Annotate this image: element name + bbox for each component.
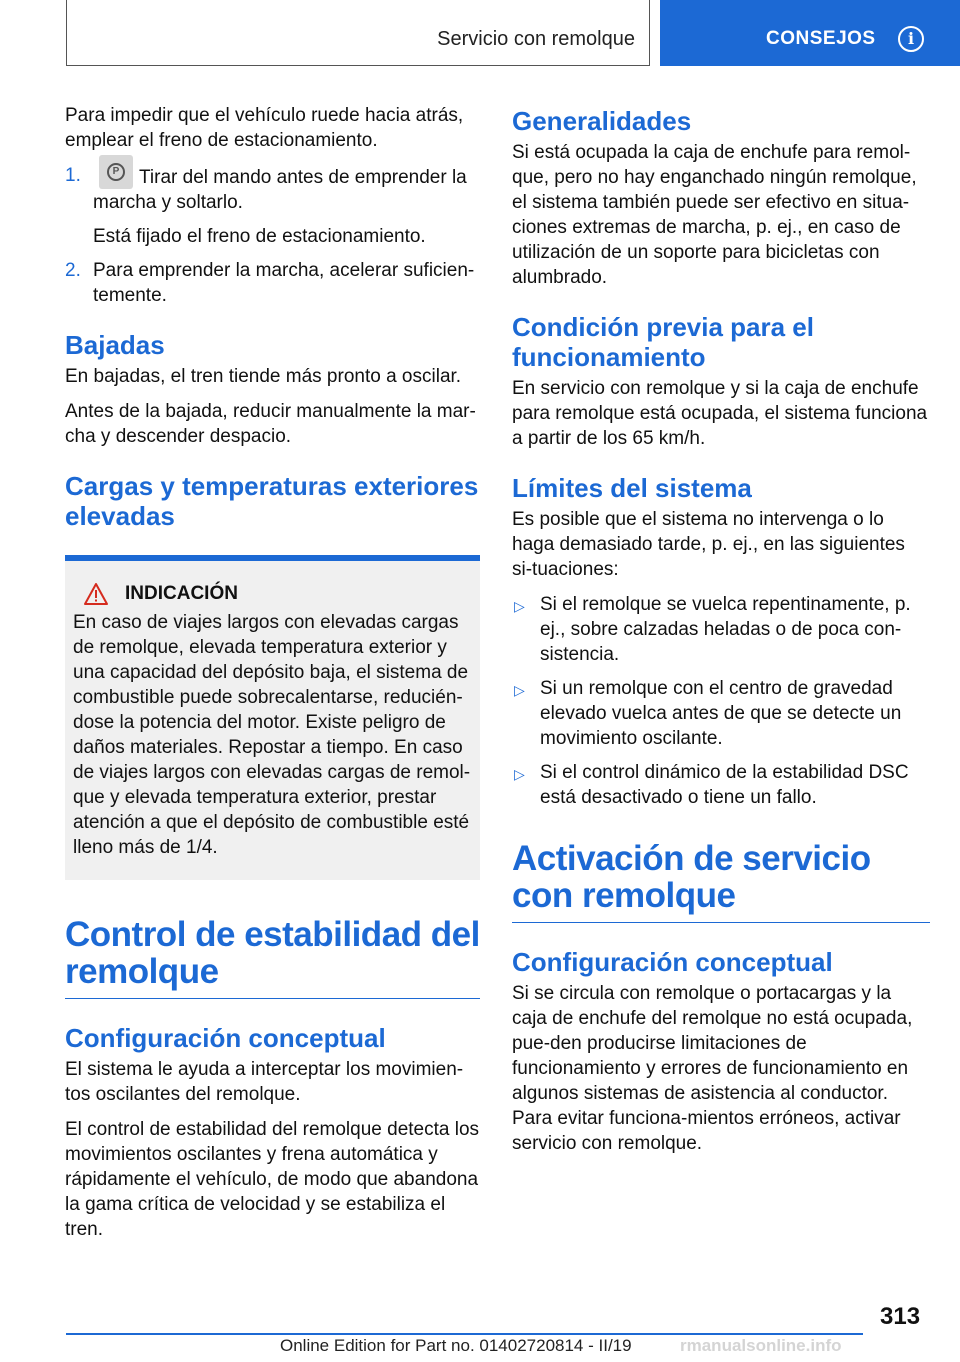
right-column — [512, 106, 930, 1166]
heading-configuracion-right: Configuración conceptual — [512, 947, 833, 977]
section-label: CONSEJOS — [766, 28, 876, 49]
bullet-text: Si el control dinámico de la estabilidad DSC está desactivado o tiene un fallo. — [540, 762, 909, 808]
heading-bajadas: Bajadas — [65, 330, 165, 360]
notice-title: INDICACIÓN — [125, 583, 238, 604]
bullet-triangle-icon: ▷ — [514, 598, 525, 614]
heading-control-estabilidad: Control de estabilidad del remolque — [65, 916, 480, 999]
bajadas-paragraph-1: En bajadas, el tren tiende más pronto a oscilar. — [65, 366, 462, 387]
bajadas-paragraph-2: Antes de la bajada, reducir manualmente la mar‐cha y descender despacio. — [65, 401, 476, 447]
header-title-box — [66, 0, 650, 66]
watermark: rmanualsonline.info — [680, 1336, 842, 1355]
config-paragraph-1: El sistema le ayuda a interceptar los movimien‐tos oscilantes del remolque. — [65, 1059, 464, 1105]
footer-divider — [66, 1333, 863, 1335]
warning-icon — [83, 582, 109, 606]
heading-generalidades: Generalidades — [512, 106, 692, 136]
notice-text: En caso de viajes largos con elevadas cargas de remolque, elevada temperatura exterior y una capacidad del depósito baja, el sistema de combustible puede sobrecalentarse, reducién‐dose la potencia del motor. Existe peligro de daños materiales. Repostar a tiempo. En caso de viajes largos con elevadas cargas de remol‐que y elevada temperatura exterior, prestar atención a que el depósito de combustible esté lleno más de 1/4. — [73, 612, 471, 858]
list-item — [512, 760, 930, 810]
step-result: Está fijado el freno de estacionamiento. — [93, 226, 426, 247]
info-icon[interactable]: i — [898, 26, 924, 52]
bullet-triangle-icon: ▷ — [514, 682, 525, 698]
header-title: Servicio con remolque — [437, 28, 635, 50]
intro-paragraph: Para impedir que el vehículo ruede hacia atrás, emplear el freno de estacionamiento. — [65, 105, 464, 151]
list-item — [65, 258, 480, 308]
limites-paragraph: Es posible que el sistema no intervenga o lo haga demasiado tarde, p. ej., en las siguientes si‐tuaciones: — [512, 509, 905, 580]
condicion-paragraph: En servicio con remolque y si la caja de enchufe para remolque está ocupada, el sistema funciona a partir de los 65 km/h. — [512, 378, 928, 449]
notice-box — [65, 555, 480, 880]
list-item — [512, 592, 930, 667]
step-number: 2. — [65, 260, 81, 281]
heading-limites: Límites del sistema — [512, 473, 752, 503]
heading-activacion: Activación de servicio con remolque — [512, 840, 930, 923]
heading-cargas: Cargas y temperaturas exteriores elevadas — [65, 471, 479, 531]
page-number: 313 — [880, 1303, 921, 1330]
edition-note: Online Edition for Part no. 01402720814 - II/19 — [280, 1336, 632, 1355]
parking-brake-icon: P — [99, 155, 133, 189]
steps-list — [65, 163, 480, 308]
limites-list — [512, 592, 930, 810]
step-text: Tirar del mando antes de emprender la marcha y soltarlo. — [93, 167, 467, 213]
heading-configuracion: Configuración conceptual — [65, 1023, 386, 1053]
config-paragraph-2: El control de estabilidad del remolque detecta los movimientos oscilantes y frena automática y rápidamente el vehículo, de modo que abandona la gama crítica de velocidad y se estabiliza el tren. — [65, 1119, 480, 1240]
step-number: 1. — [65, 165, 81, 186]
bullet-text: Si un remolque con el centro de gravedad elevado vuelca antes de que se detecte un movimiento oscilante. — [540, 678, 902, 749]
header-section-tab[interactable] — [660, 0, 960, 66]
bullet-text: Si el remolque se vuelca repentinamente, p. ej., sobre calzadas heladas o de poca con‐sistencia. — [540, 594, 911, 665]
heading-condicion: Condición previa para el funcionamiento — [512, 312, 814, 372]
list-item — [65, 163, 480, 215]
step-text: Para emprender la marcha, acelerar suficien‐temente. — [93, 260, 475, 306]
config-right-paragraph: Si se circula con remolque o portacargas y la caja de enchufe del remolque no está ocupada, pue‐den producirse limitaciones de funcionamiento y errores de funcionamiento en algunos sistemas de asistencia al conductor. Para evitar funciona‐mientos erróneos, activar servicio con remolque. — [512, 983, 913, 1154]
list-item — [512, 676, 930, 751]
bullet-triangle-icon: ▷ — [514, 766, 525, 782]
left-column — [65, 103, 480, 1252]
generalidades-paragraph: Si está ocupada la caja de enchufe para remol‐que, pero no hay enganchado ningún remolque, el sistema también puede ser efectivo en situa‐ciones extremas de marcha, p. ej., en caso de utilización de un soporte para bicicletas con alumbrado. — [512, 142, 917, 288]
